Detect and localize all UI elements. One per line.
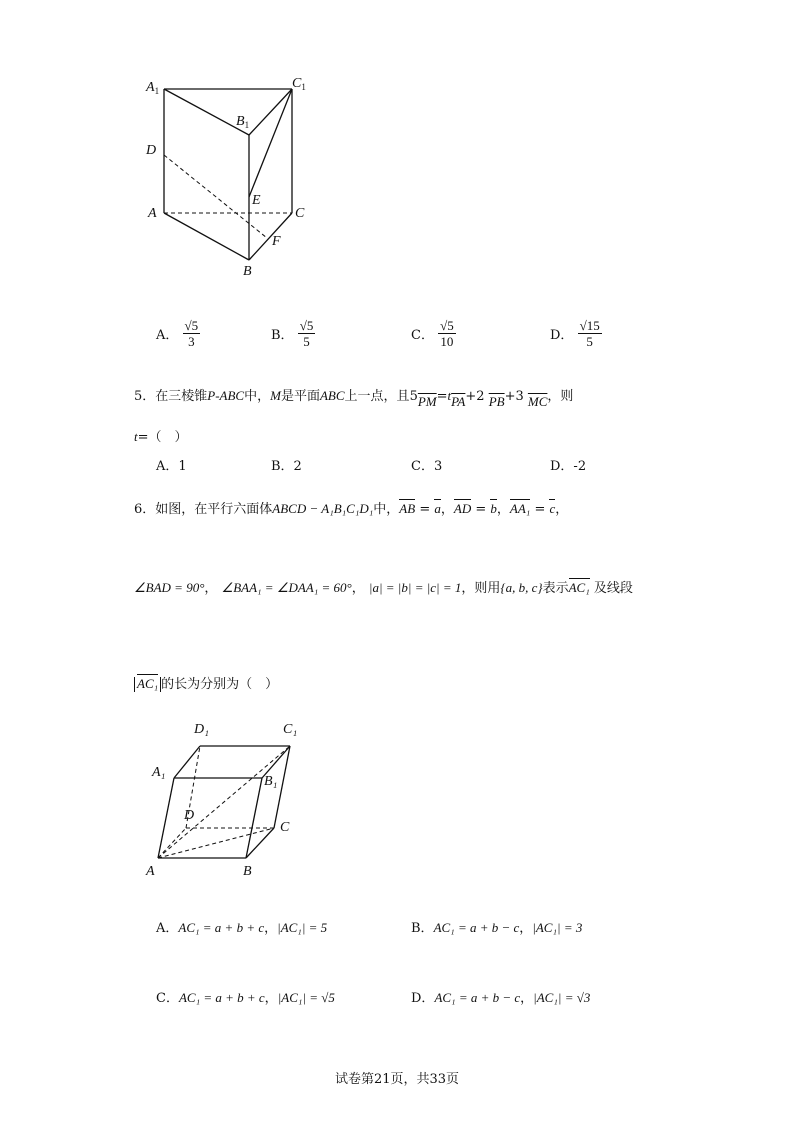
edge-b-c — [249, 213, 292, 260]
label-a: A — [148, 206, 157, 221]
label-a1: A₁ — [152, 765, 166, 780]
label-b1: B₁ — [264, 774, 278, 789]
label-d1: D₁ — [194, 722, 209, 737]
q6-stem-line1: 6．如图，在平行六面体ABCD − A₁B₁C₁D₁中，AB = a，AD = b，AA₁ = c， — [134, 501, 569, 517]
edge-a-d — [158, 828, 186, 858]
label-d: D — [184, 808, 195, 823]
q5-option-a[interactable]: A．1 — [156, 459, 187, 474]
edge-b1-c1 — [249, 89, 292, 135]
q6-option-d[interactable]: D．AC₁ = a + b − c，|AC₁| = √3 — [411, 990, 591, 1006]
edge-b-b1 — [246, 778, 262, 858]
figure-prism — [140, 75, 320, 285]
q6-stem-line3: AC₁ 的长为分别为（ ） — [134, 675, 278, 694]
q5-option-c[interactable]: C．3 — [411, 459, 443, 474]
label-b: B — [243, 264, 252, 279]
label-a1: $A_1$ — [146, 80, 160, 96]
label-c1: C₁ — [283, 722, 298, 737]
q6-option-b[interactable]: B．AC₁ = a + b − c，|AC₁| = 3 — [411, 920, 583, 936]
label-d: D — [146, 143, 157, 158]
q5-stem-line2: t=（ ） — [134, 429, 188, 445]
edge-b-c — [246, 828, 274, 858]
q5-stem: 5．在三棱锥P-ABC中，M是平面ABC上一点，且$5\overline{PM}=t\overline{PA}+2$ $\overline{PB}+3$ $\overline{MC}$，则 — [134, 388, 574, 409]
label-e: E — [252, 193, 261, 208]
q4-option-b[interactable]: B． $\frac{√5}{5}$ — [271, 318, 314, 349]
label-f: F — [272, 234, 281, 249]
q6-option-c[interactable]: C．AC₁ = a + b + c，|AC₁| = √5 — [156, 990, 335, 1006]
q4-option-a[interactable]: A． $\frac{√5}{3}$ — [156, 318, 199, 349]
label-c: C — [295, 206, 305, 221]
q4-option-c[interactable]: C． $\frac{√5}{10}$ — [411, 318, 454, 349]
page-footer: 试卷第21页，共33页 — [334, 1072, 460, 1087]
edge-a-a1 — [158, 778, 174, 858]
segment-c1-e — [249, 89, 292, 197]
edge-a-b — [164, 213, 249, 260]
label-c1: $C_1$ — [292, 76, 306, 92]
label-b1: $B_1$ — [236, 114, 250, 130]
q6-option-a[interactable]: A．AC₁ = a + b + c，|AC₁| = 5 — [156, 920, 328, 936]
q5-option-b[interactable]: B．2 — [271, 459, 302, 474]
figure-parallelepiped — [150, 740, 300, 870]
label-c: C — [280, 820, 290, 835]
label-b: B — [243, 864, 252, 879]
q4-option-d[interactable]: D． $\frac{√15}{5}$ — [550, 318, 600, 349]
edge-a1-d1 — [174, 746, 200, 778]
diagonal-a-c1 — [158, 746, 290, 858]
q5-option-d[interactable]: D．-2 — [550, 459, 587, 474]
q6-stem-line2: ∠BAD = 90°， ∠BAA₁ = ∠DAA₁ = 60°， |a| = |b| = |c| = 1，则用{a, b, c}表示AC₁ 及线段 — [134, 580, 633, 596]
label-a: A — [146, 864, 155, 879]
